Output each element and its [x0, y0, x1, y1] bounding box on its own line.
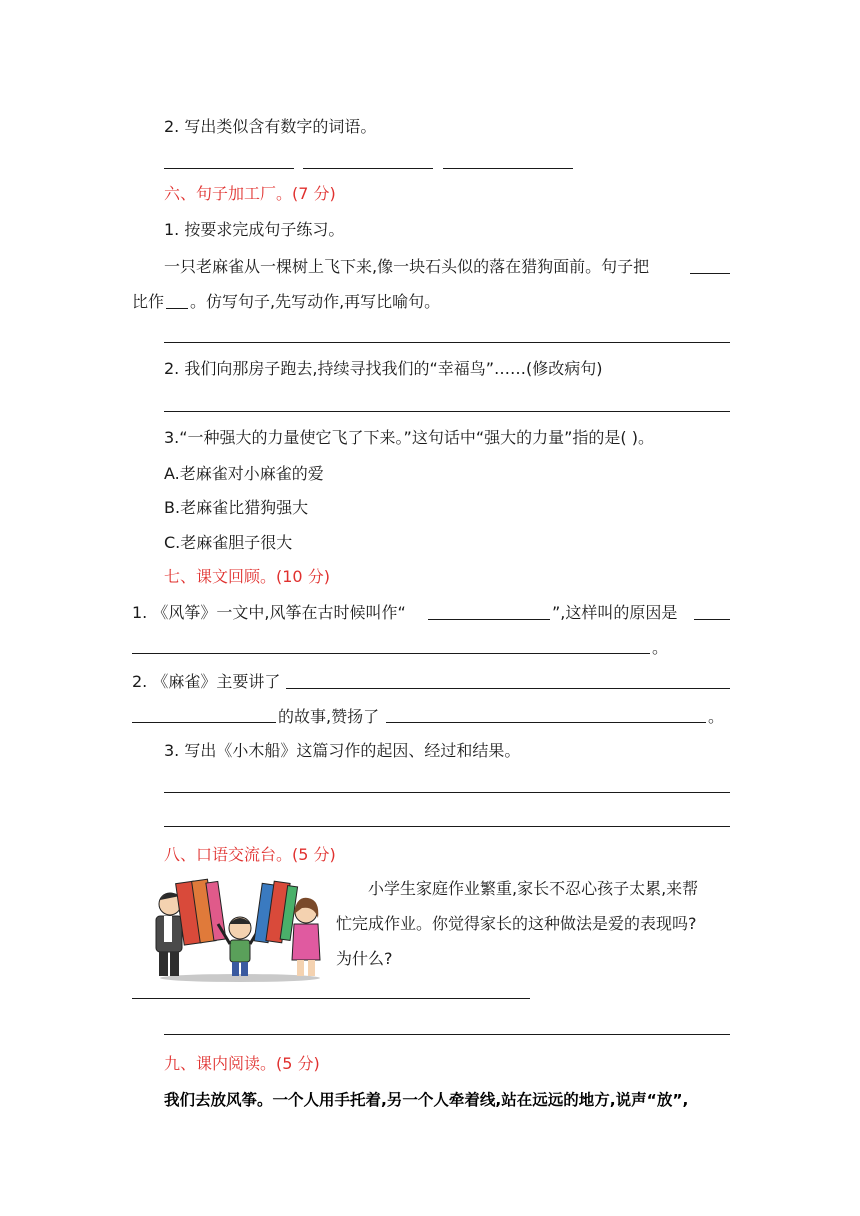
sec7-q3: 3. 写出《小木船》这篇习作的起因、经过和结果。	[164, 741, 521, 760]
sec6-q2: 2. 我们向那房子跑去,持续寻找我们的“幸福鸟”……(修改病句)	[164, 359, 603, 378]
parents-carrying-homework-illustration	[150, 874, 322, 982]
section-8-title: 八、口语交流台。(5 分)	[164, 845, 336, 864]
section-7-title: 七、课文回顾。(10 分)	[164, 567, 330, 586]
answer-line[interactable]	[164, 826, 730, 827]
answer-line[interactable]	[164, 1034, 730, 1035]
sec6-q3: 3.“一种强大的力量使它飞了下来。”这句话中“强大的力量”指的是( )。	[164, 428, 654, 447]
answer-line[interactable]	[164, 792, 730, 793]
answer-blank[interactable]	[386, 722, 706, 723]
sec6-option-b[interactable]: B.老麻雀比猎狗强大	[164, 498, 309, 517]
answer-line[interactable]	[164, 411, 730, 412]
answer-blank[interactable]	[286, 688, 730, 689]
sec8-text-line3: 为什么?	[336, 949, 393, 968]
sec8-text-line2: 忙完成作业。你觉得家长的这种做法是爱的表现吗?	[336, 914, 697, 933]
section-6-title: 六、句子加工厂。(7 分)	[164, 184, 336, 203]
answer-blank[interactable]	[132, 722, 276, 723]
sec6-q1-label: 1. 按要求完成句子练习。	[164, 220, 345, 239]
answer-blank[interactable]	[428, 619, 550, 620]
answer-blank[interactable]	[166, 308, 188, 309]
sec6-q1-sentence: 一只老麻雀从一棵树上飞下来,像一块石头似的落在猎狗面前。句子把	[164, 257, 650, 276]
section-9-title: 九、课内阅读。(5 分)	[164, 1054, 320, 1073]
sec6-q1-line2-b: 。仿写句子,先写动作,再写比喻句。	[190, 292, 441, 311]
sec6-option-a[interactable]: A.老麻雀对小麻雀的爱	[164, 464, 324, 483]
sec7-q1-b: ”,这样叫的原因是	[552, 603, 678, 622]
sec7-q2-a: 2. 《麻雀》主要讲了	[132, 672, 281, 691]
answer-blank[interactable]	[443, 168, 573, 169]
answer-blank[interactable]	[694, 619, 730, 620]
sec7-q1-end: 。	[652, 638, 669, 657]
sec6-option-c[interactable]: C.老麻雀胆子很大	[164, 533, 293, 552]
sec7-q1-a: 1. 《风筝》一文中,风筝在古时候叫作“	[132, 603, 406, 622]
sec8-text-line1: 小学生家庭作业繁重,家长不忍心孩子太累,来帮	[368, 879, 699, 898]
answer-line[interactable]	[132, 653, 650, 654]
answer-line[interactable]	[164, 342, 730, 343]
answer-blank[interactable]	[303, 168, 433, 169]
answer-blank[interactable]	[164, 168, 294, 169]
answer-line[interactable]	[132, 998, 530, 999]
answer-blank[interactable]	[690, 273, 730, 274]
sec7-q2-b: 的故事,赞扬了	[278, 707, 380, 726]
q5-2-prompt: 2. 写出类似含有数字的词语。	[164, 117, 377, 136]
sec7-q2-end: 。	[708, 707, 725, 726]
sec9-passage-line1: 我们去放风筝。一个人用手托着,另一个人牵着线,站在远远的地方,说声“放”,	[164, 1091, 689, 1109]
sec6-q1-line2-a: 比作	[132, 292, 165, 311]
